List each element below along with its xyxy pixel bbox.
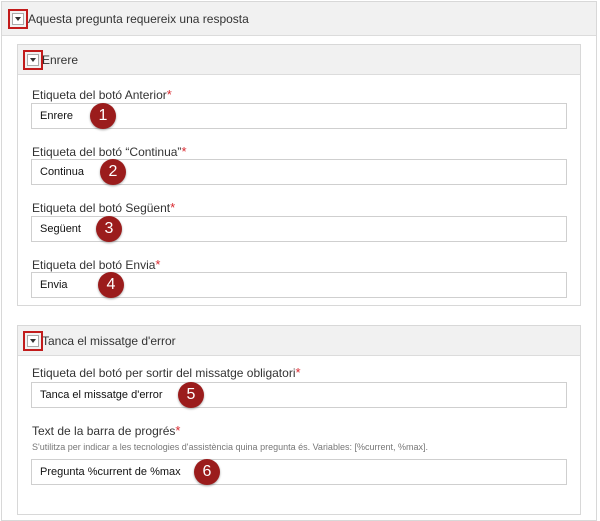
required-marker: * [181, 144, 187, 159]
callout-badge-3: 3 [96, 216, 122, 242]
highlight-box [8, 9, 28, 29]
callout-badge-2: 2 [100, 159, 126, 185]
section-enrere-title: Enrere [42, 52, 79, 67]
previous-button-value: Enrere [40, 110, 74, 122]
section-close-error [17, 325, 581, 515]
highlight-box [23, 50, 43, 70]
progress-bar-text-label: Text de la barra de progrés* [32, 423, 181, 438]
continue-button-value: Continua [40, 166, 85, 178]
close-error-button-label: Etiqueta del botó per sortir del missatge obligatori* [32, 365, 301, 380]
progress-bar-help-text: S'utilitza per indicar a les tecnologies d'assistència quina pregunta és. Variables: [%current, %max]. [32, 442, 428, 452]
group-header[interactable] [2, 2, 596, 36]
highlight-box [23, 331, 43, 351]
section-close-error-header[interactable] [18, 326, 580, 356]
close-error-button-input[interactable] [31, 382, 567, 408]
required-marker: * [166, 87, 172, 102]
continue-button-label: Etiqueta del botó “Continua”* [32, 144, 187, 159]
callout-badge-1: 1 [90, 103, 116, 129]
callout-badge-6: 6 [194, 459, 220, 485]
submit-button-input[interactable] [31, 272, 567, 298]
submit-button-label: Etiqueta del botó Envia* [32, 257, 161, 272]
next-button-input[interactable] [31, 216, 567, 242]
section-enrere [17, 44, 581, 306]
progress-bar-text-input[interactable] [31, 459, 567, 485]
required-marker: * [170, 200, 176, 215]
next-button-label: Etiqueta del botó Següent* [32, 200, 176, 215]
required-marker: * [295, 365, 301, 380]
next-button-value: Següent [40, 223, 81, 235]
continue-button-input[interactable] [31, 159, 567, 185]
callout-badge-4: 4 [98, 272, 124, 298]
section-enrere-header[interactable] [18, 45, 580, 75]
section-close-error-title: Tanca el missatge d'error [42, 333, 176, 348]
group-title: Aquesta pregunta requereix una resposta [28, 11, 249, 26]
previous-button-label: Etiqueta del botó Anterior* [32, 87, 172, 102]
close-error-button-value: Tanca el missatge d'error [40, 389, 163, 401]
callout-badge-5: 5 [178, 382, 204, 408]
previous-button-input[interactable] [31, 103, 567, 129]
submit-button-value: Envia [40, 279, 68, 291]
progress-bar-text-value: Pregunta %current de %max [40, 466, 181, 478]
required-marker: * [155, 257, 161, 272]
required-marker: * [175, 423, 181, 438]
